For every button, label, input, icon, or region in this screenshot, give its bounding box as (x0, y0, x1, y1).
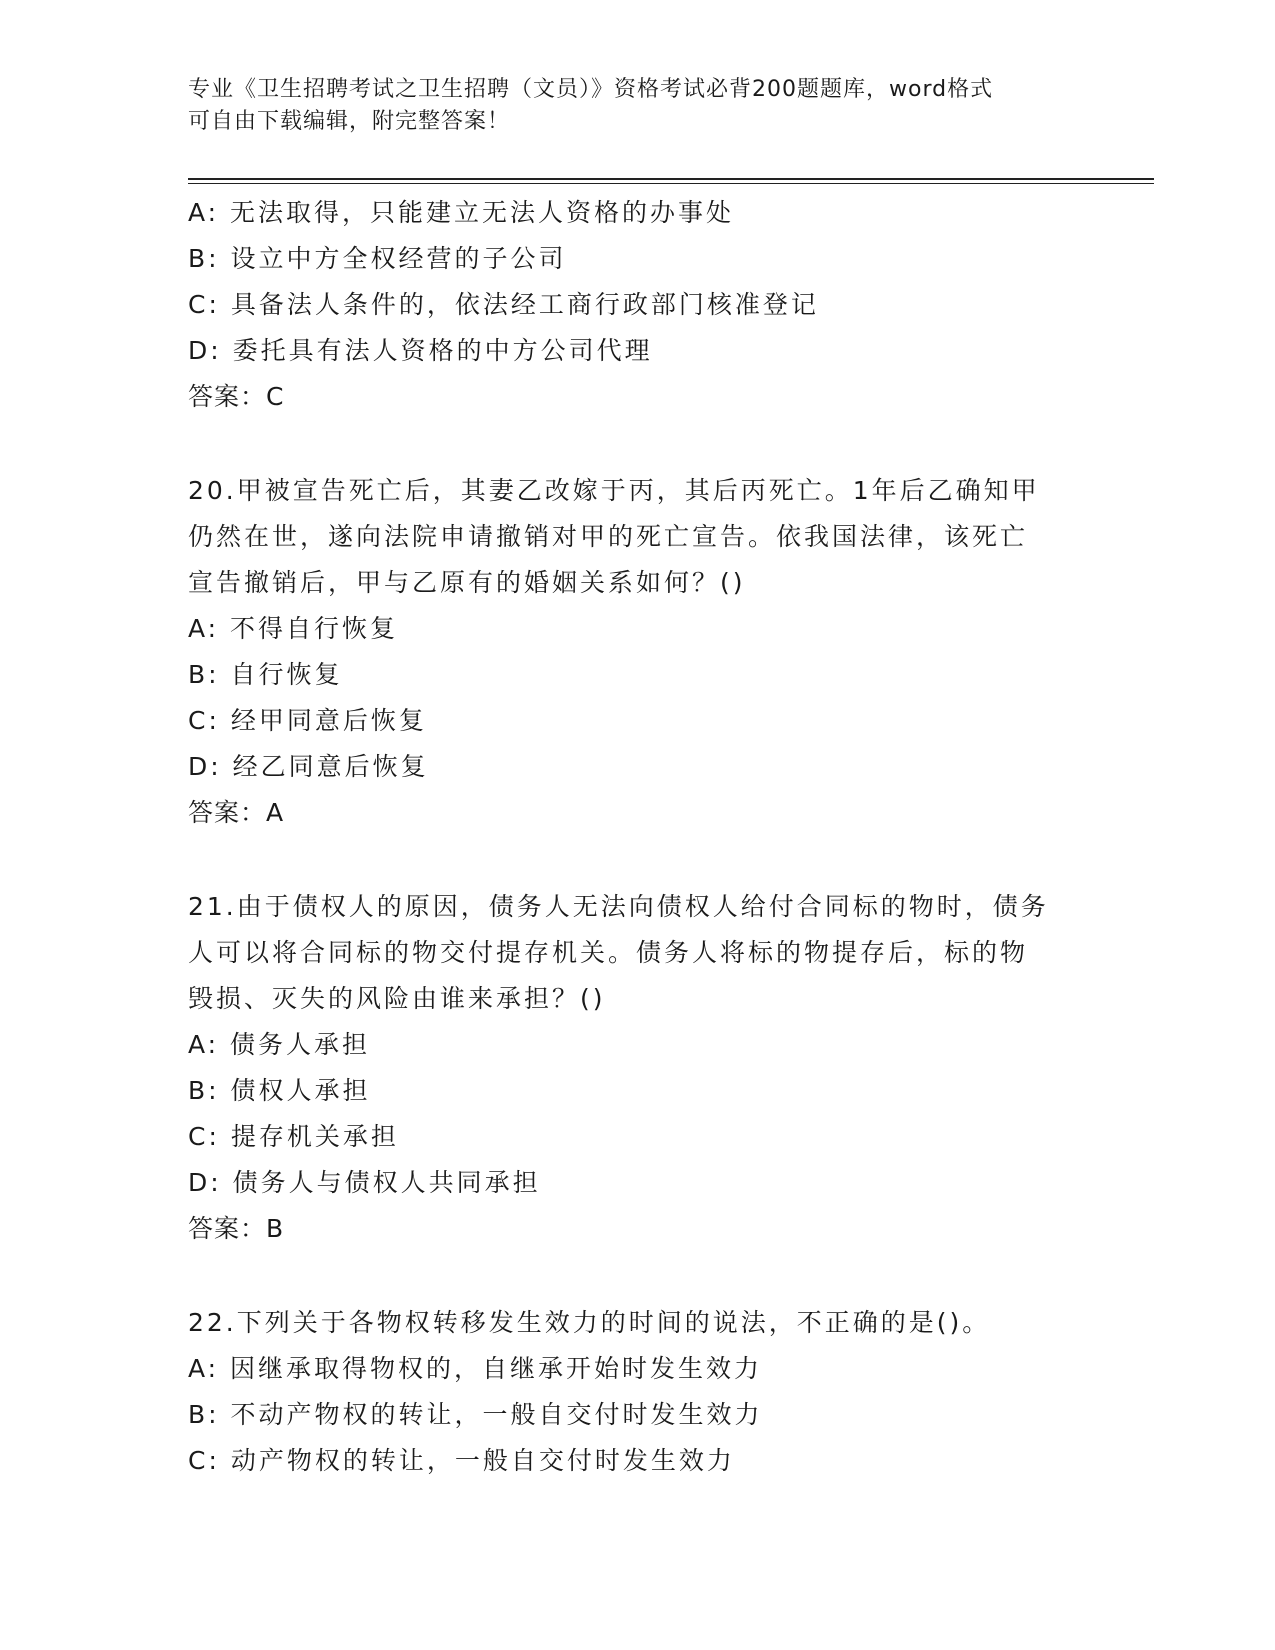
question-spacer (188, 420, 1088, 468)
header-divider-thin (188, 183, 1154, 184)
option-a: A: 债务人承担 (188, 1030, 371, 1059)
question-stem-line: 21.由于债权人的原因，债务人无法向债权人给付合同标的物时，债务 (188, 892, 1049, 921)
question-22 (188, 1300, 1088, 1484)
question-19 (188, 190, 1088, 420)
question-stem-line: 20.甲被宣告死亡后，其妻乙改嫁于丙，其后丙死亡。1年后乙确知甲 (188, 476, 1040, 505)
option-c: C: 动产物权的转让，一般自交付时发生效力 (188, 1446, 735, 1475)
option-d: D: 委托具有法人资格的中方公司代理 (188, 336, 653, 365)
question-21 (188, 884, 1088, 1252)
option-c: C: 具备法人条件的，依法经工商行政部门核准登记 (188, 290, 819, 319)
question-stem-line: 22.下列关于各物权转移发生效力的时间的说法，不正确的是()。 (188, 1308, 991, 1337)
option-b: B: 不动产物权的转让，一般自交付时发生效力 (188, 1400, 763, 1429)
header-line-1: 专业《卫生招聘考试之卫生招聘（文员）》资格考试必背200题题库，word格式 (188, 77, 994, 102)
question-stem-line: 毁损、灭失的风险由谁来承担？() (188, 984, 606, 1013)
option-a: A: 不得自行恢复 (188, 614, 399, 643)
option-b: B: 债权人承担 (188, 1076, 371, 1105)
header-divider-thick (188, 178, 1154, 180)
question-spacer (188, 1252, 1088, 1300)
option-a: A: 因继承取得物权的，自继承开始时发生效力 (188, 1354, 763, 1383)
option-b: B: 自行恢复 (188, 660, 343, 689)
option-b: B: 设立中方全权经营的子公司 (188, 244, 567, 273)
document-header (188, 74, 1088, 138)
option-c: C: 提存机关承担 (188, 1122, 399, 1151)
option-d: D: 经乙同意后恢复 (188, 752, 429, 781)
answer-line: 答案：C (188, 382, 285, 411)
answer-line: 答案：B (188, 1214, 285, 1243)
question-spacer (188, 836, 1088, 884)
option-d: D: 债务人与债权人共同承担 (188, 1168, 541, 1197)
answer-line: 答案：A (188, 798, 285, 827)
question-list (188, 190, 1088, 1484)
question-20 (188, 468, 1088, 836)
option-a: A: 无法取得，只能建立无法人资格的办事处 (188, 198, 735, 227)
option-c: C: 经甲同意后恢复 (188, 706, 427, 735)
question-stem-line: 宣告撤销后，甲与乙原有的婚姻关系如何？() (188, 568, 746, 597)
question-stem-line: 仍然在世，遂向法院申请撤销对甲的死亡宣告。依我国法律，该死亡 (188, 522, 1029, 551)
question-stem-line: 人可以将合同标的物交付提存机关。债务人将标的物提存后，标的物 (188, 938, 1029, 967)
header-line-2: 可自由下载编辑，附完整答案！ (188, 109, 511, 134)
